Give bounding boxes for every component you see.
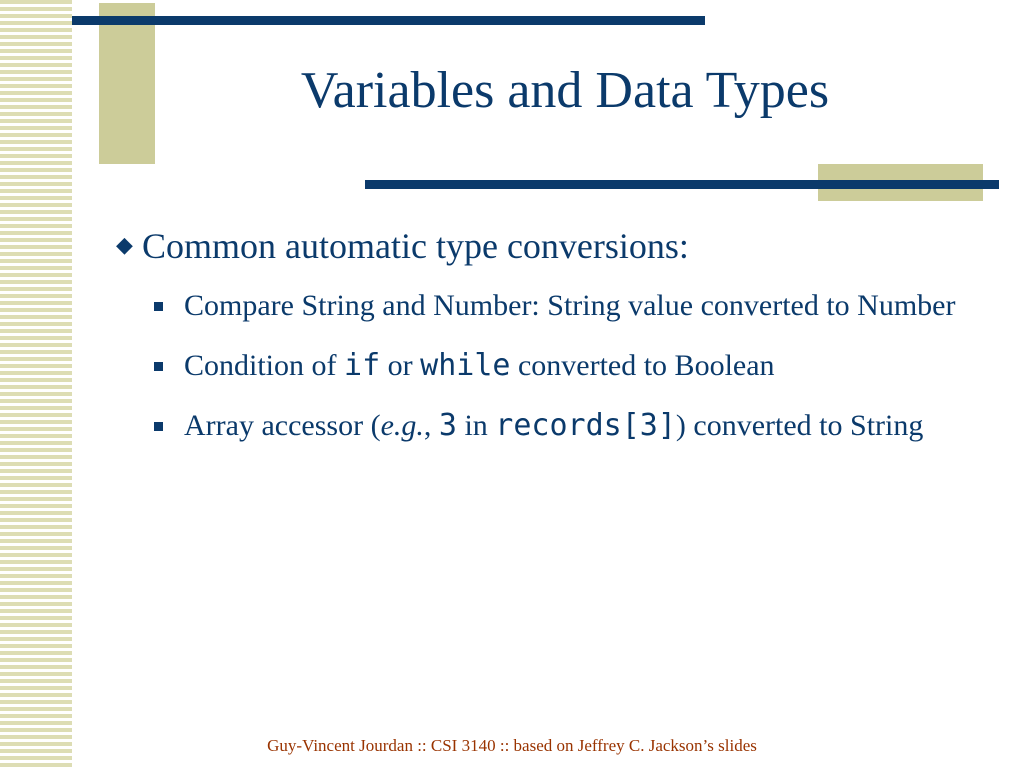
code-while: while bbox=[420, 348, 511, 384]
bullet-text: Common automatic type conversions: bbox=[142, 226, 689, 266]
emphasis-eg: e.g. bbox=[380, 409, 424, 443]
subbullet-text-part: , bbox=[423, 409, 439, 443]
title-rule-bottom bbox=[365, 180, 999, 189]
subbullet-text-part: in bbox=[456, 409, 496, 443]
subbullet-text-part: ) converted to String bbox=[675, 409, 924, 443]
striped-side-decoration bbox=[0, 0, 72, 768]
square-bullet-icon bbox=[154, 362, 163, 371]
code-records: records[3] bbox=[495, 408, 676, 444]
square-bullet-icon bbox=[154, 422, 163, 431]
code-index: 3 bbox=[438, 408, 457, 444]
subbullet-array-accessor bbox=[184, 402, 992, 450]
subbullet-text-part: Condition of bbox=[184, 349, 345, 383]
code-if: if bbox=[344, 348, 381, 384]
bullet-level1 bbox=[112, 225, 992, 268]
subbullet-text-part: converted to Boolean bbox=[510, 349, 775, 383]
title-rule-top bbox=[72, 16, 705, 25]
square-bullet-icon bbox=[154, 302, 163, 311]
subbullet-condition bbox=[184, 342, 992, 390]
subbullet-text-part: Array accessor ( bbox=[184, 409, 381, 443]
accent-block-top bbox=[99, 3, 155, 164]
subbullet-text-part: or bbox=[380, 349, 421, 383]
diamond-bullet-icon: ◆ bbox=[116, 232, 133, 257]
slide-title: Variables and Data Types bbox=[300, 62, 830, 119]
subbullet-compare bbox=[184, 282, 992, 330]
subbullet-text: Compare String and Number: String value converted to Number bbox=[184, 289, 956, 323]
slide-footer: Guy-Vincent Jourdan :: CSI 3140 :: based on Jeffrey C. Jackson’s slides bbox=[267, 736, 757, 755]
slide-body bbox=[112, 225, 992, 450]
